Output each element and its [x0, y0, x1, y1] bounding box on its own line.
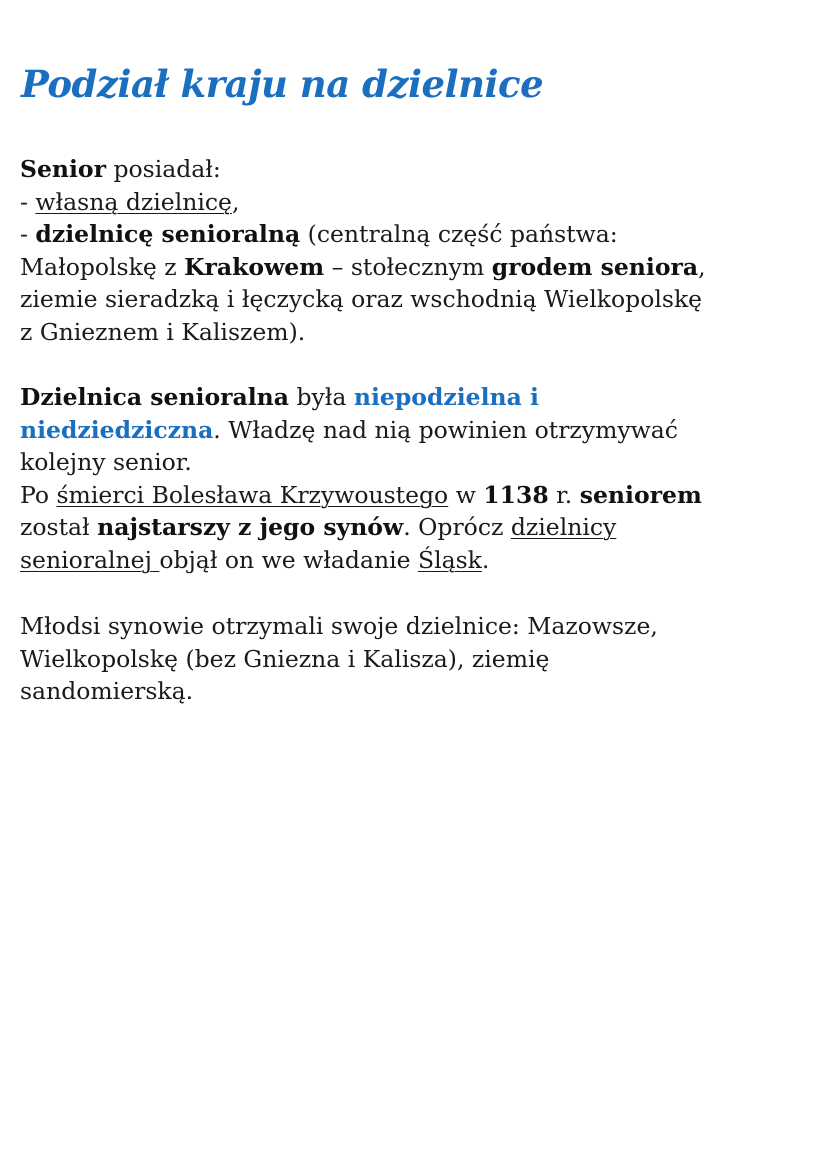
- text-run: objął on we władanie: [159, 545, 418, 574]
- bold-term: Dzielnica senioralna: [20, 383, 289, 411]
- text-run: został: [20, 513, 98, 541]
- text-line: [20, 544, 810, 577]
- text-run: r.: [548, 480, 580, 509]
- text-run: była: [288, 383, 354, 411]
- text-line: kolejny senior.: [20, 448, 192, 476]
- bold-term: seniorem: [579, 480, 702, 509]
- text-run: . Władzę nad nią powinien otrzymywać: [213, 415, 678, 444]
- underlined-term: dzielnicy: [510, 513, 617, 541]
- bold-term: dzielnicę senioralną: [35, 220, 301, 248]
- paragraph-senioral-district: [20, 381, 810, 576]
- text-line: z Gnieznem i Kaliszem).: [20, 317, 306, 346]
- text-line: [20, 153, 810, 186]
- paragraph-senior: [20, 153, 810, 348]
- text-run: (centralną część państwa:: [300, 220, 618, 248]
- text-run: posiadał:: [106, 155, 221, 183]
- list-item: [20, 186, 810, 219]
- bold-term: grodem seniora: [491, 252, 699, 281]
- text-line: [20, 479, 810, 512]
- text-run: Małopolskę z: [20, 252, 185, 281]
- highlighted-term: niepodzielna i: [353, 383, 539, 411]
- underlined-term: Śląsk: [417, 545, 482, 574]
- text-line: [20, 414, 810, 447]
- paragraph-younger-sons: [20, 610, 810, 708]
- underlined-term: śmierci Bolesława Krzywoustego: [56, 480, 449, 509]
- text-run: ,: [698, 252, 706, 281]
- text-run: ,: [231, 187, 240, 216]
- text-run: .: [481, 545, 490, 574]
- text-line: [20, 381, 810, 414]
- bold-term: najstarszy z jego synów: [97, 513, 404, 541]
- list-item: [20, 218, 810, 251]
- text-run: w: [448, 480, 484, 509]
- text-line: [20, 251, 810, 284]
- text-run: . Oprócz: [403, 513, 511, 541]
- list-dash: -: [20, 220, 36, 248]
- text-line: Młodsi synowie otrzymali swoje dzielnice: Mazowsze,: [20, 612, 658, 640]
- page-title: Podział kraju na dzielnice: [21, 62, 544, 106]
- text-run: Po: [20, 480, 57, 509]
- bold-term: Krakowem: [184, 252, 325, 281]
- text-line: Wielkopolskę (bez Gniezna i Kalisza), ziemię: [20, 644, 550, 673]
- text-line: ziemie sieradzką i łęczycką oraz wschodnią Wielkopolskę: [20, 285, 703, 313]
- text-run: – stołecznym: [324, 252, 492, 281]
- text-line: sandomierską.: [20, 677, 194, 705]
- underlined-term: własną dzielnicę: [35, 187, 232, 216]
- bold-term: Senior: [20, 155, 106, 183]
- underlined-term: senioralnej: [20, 545, 160, 574]
- highlighted-term: niedziedziczna: [20, 415, 214, 444]
- list-dash: -: [20, 187, 36, 216]
- bold-year: 1138: [483, 480, 549, 509]
- text-line: [20, 511, 810, 544]
